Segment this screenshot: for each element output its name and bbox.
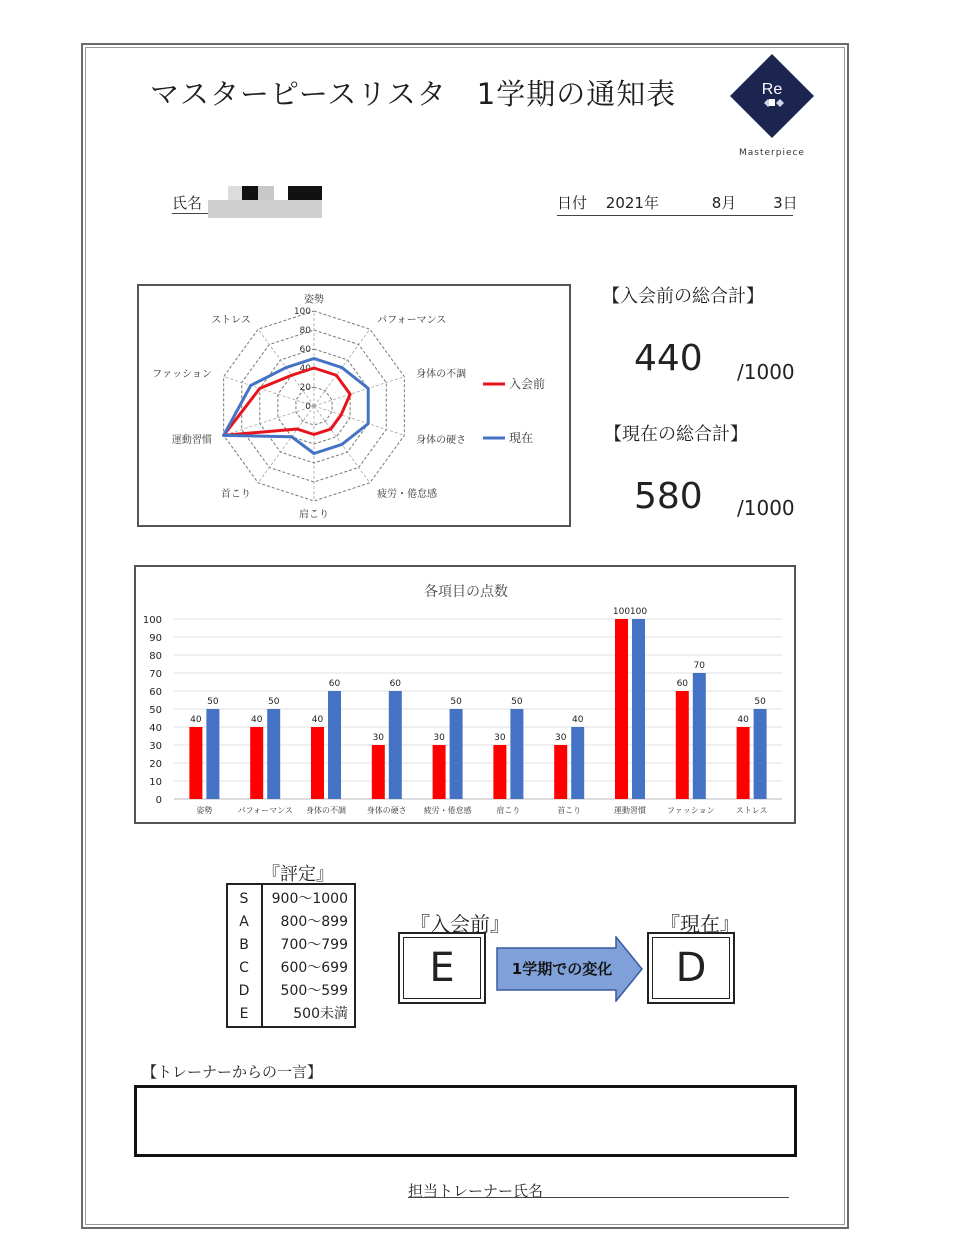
bar-chart: [136, 567, 794, 822]
current-total-max: /1000: [737, 496, 795, 520]
bar-data-label: 100: [612, 607, 631, 617]
current-grade-box: [647, 932, 735, 1004]
bar-y-tick-label: 0: [155, 795, 162, 806]
bar-data-label: 50: [450, 697, 462, 707]
bar-y-tick-label: 70: [149, 669, 162, 680]
radar-axis-label: ストレス: [211, 315, 251, 327]
change-arrow: [496, 936, 644, 1002]
current-grade-label: 『現在』: [660, 912, 740, 936]
bar-chart-box: [134, 565, 796, 824]
bar: [571, 727, 584, 799]
logo-text: Re: [761, 81, 783, 98]
grading-table: [226, 883, 356, 1028]
radar-axis-label: 姿勢: [304, 294, 324, 306]
bar-category-label: 姿勢: [196, 806, 213, 815]
radar-axis-label: 身体の不調: [416, 368, 467, 380]
radar-axis-label: 疲労・倦怠感: [377, 488, 438, 500]
bar-category-label: ストレス: [735, 806, 768, 815]
current-grade-value: D: [652, 937, 730, 999]
grade-letter: S: [239, 891, 249, 907]
grade-range: 700〜799: [280, 937, 348, 953]
bar-data-label: 40: [250, 715, 263, 725]
logo-caption: Masterpiece: [739, 148, 805, 158]
bar: [250, 727, 263, 799]
bar-data-label: 40: [571, 715, 584, 725]
bar: [493, 745, 506, 799]
date-label: 日付: [557, 194, 588, 212]
bar: [737, 727, 750, 799]
before-grade-label: 『入会前』: [410, 912, 510, 936]
current-total-label: 【現在の総合計】: [604, 424, 748, 445]
current-total-value: 580: [634, 476, 703, 517]
radar-axis-label: 運動習慣: [171, 435, 212, 447]
before-total-value: 440: [634, 338, 703, 379]
grading-row: [228, 934, 354, 957]
bar-category-label: ファッション: [666, 806, 715, 815]
bar: [389, 691, 402, 799]
bar-data-label: 40: [737, 715, 749, 725]
bar-data-label: 60: [676, 679, 689, 689]
grade-range: 500未満: [293, 1006, 348, 1022]
before-grade-box: [398, 932, 486, 1004]
bar-category-label: 疲労・倦怠感: [423, 806, 472, 815]
before-total-max: /1000: [737, 360, 795, 384]
bar-data-label: 40: [311, 715, 324, 725]
bar: [754, 709, 767, 799]
bar-y-tick-label: 40: [149, 723, 162, 734]
bar: [328, 691, 341, 799]
radar-axis-label: 首こり: [220, 488, 251, 500]
trainer-comment-box[interactable]: [134, 1085, 797, 1157]
bar-data-label: 50: [207, 697, 219, 707]
bar-category-label: 首こり: [557, 806, 582, 815]
bar-data-label: 50: [754, 697, 766, 707]
radar-axis-label: パフォーマンス: [377, 315, 447, 327]
report-title: マスターピースリスタ 1学期の通知表: [150, 77, 677, 111]
grade-letter: E: [239, 1006, 249, 1022]
trainer-name-line: [408, 1197, 789, 1198]
radar-axis-label: 身体の硬さ: [416, 435, 467, 447]
before-total-label: 【入会前の総合計】: [602, 286, 764, 307]
grading-row: [228, 911, 354, 934]
trainer-name-label: 担当トレーナー氏名: [408, 1182, 544, 1200]
bar-data-label: 100: [629, 607, 648, 617]
bar-category-label: 身体の不調: [306, 806, 346, 815]
grading-row: [228, 1003, 354, 1026]
radar-tick-label: 80: [299, 326, 311, 336]
bar-y-tick-label: 30: [149, 741, 162, 752]
radar-chart: [139, 286, 569, 525]
grade-range: 500〜599: [280, 983, 348, 999]
radar-legend-label: 現在: [509, 431, 534, 445]
grade-letter: C: [239, 960, 249, 976]
bar-data-label: 50: [511, 697, 523, 707]
bar: [433, 745, 446, 799]
bar-y-tick-label: 90: [149, 633, 162, 644]
bar: [554, 745, 567, 799]
grading-row: [228, 957, 354, 980]
radar-chart-box: [137, 284, 571, 527]
bar-y-tick-label: 100: [142, 615, 162, 626]
trainer-comment-label: 【トレーナーからの一言】: [142, 1063, 323, 1081]
radar-tick-label: 0: [305, 402, 311, 412]
bar-data-label: 40: [190, 715, 202, 725]
bar: [510, 709, 523, 799]
grade-range: 800〜899: [280, 914, 348, 930]
radar-axis-label: ファッション: [152, 368, 212, 380]
grade-range: 600〜699: [280, 960, 348, 976]
date-day: 3日: [773, 194, 798, 212]
bar-data-label: 70: [693, 661, 706, 671]
grade-letter: B: [239, 937, 249, 953]
radar-tick-label: 20: [299, 383, 311, 393]
date-month: 8月: [711, 194, 737, 212]
bar: [206, 709, 219, 799]
date-year: 2021年: [605, 194, 659, 212]
grading-row: [228, 980, 354, 1003]
bar-category-label: 運動習慣: [614, 806, 646, 815]
bar-data-label: 30: [372, 733, 385, 743]
bar: [189, 727, 202, 799]
radar-axis-label: 肩こり: [299, 509, 329, 521]
grading-title: 『評定』: [262, 864, 334, 885]
bar-data-label: 30: [494, 733, 506, 743]
grade-range: 900〜1000: [271, 891, 348, 907]
bar-data-label: 50: [267, 697, 280, 707]
bar: [676, 691, 689, 799]
change-arrow-label: 1学期での変化: [511, 960, 613, 978]
radar-tick-label: 100: [293, 307, 311, 317]
bar: [693, 673, 706, 799]
radar-spoke: [258, 406, 314, 483]
bar-y-tick-label: 10: [149, 777, 162, 788]
bar-data-label: 60: [389, 679, 402, 689]
bar-y-tick-label: 20: [149, 759, 162, 770]
redacted-name: [208, 186, 322, 218]
bar-y-tick-label: 50: [149, 705, 162, 716]
bar-data-label: 30: [554, 733, 567, 743]
grading-row: [228, 888, 354, 911]
bar-data-label: 30: [433, 733, 445, 743]
bar: [267, 709, 280, 799]
radar-tick-label: 60: [299, 345, 311, 355]
grade-letter: A: [239, 914, 249, 930]
masterpiece-logo: [728, 52, 816, 140]
bar-data-label: 60: [328, 679, 341, 689]
before-grade-value: E: [403, 937, 481, 999]
bar-y-tick-label: 80: [149, 651, 162, 662]
bar: [615, 619, 628, 799]
bar: [450, 709, 463, 799]
radar-legend-label: 入会前: [509, 377, 546, 391]
bar-category-label: 肩こり: [496, 806, 521, 815]
bar: [372, 745, 385, 799]
date-field: [557, 192, 798, 216]
bar-category-label: 身体の硬さ: [366, 806, 407, 815]
grade-letter: D: [238, 983, 250, 999]
name-label: 氏名: [172, 194, 203, 212]
bar: [632, 619, 645, 799]
radar-tick-label: 40: [299, 364, 311, 374]
bar-chart-title: 各項目の点数: [424, 584, 508, 600]
bar-y-tick-label: 60: [149, 687, 162, 698]
bar: [311, 727, 324, 799]
bar-category-label: パフォーマンス: [237, 806, 293, 815]
